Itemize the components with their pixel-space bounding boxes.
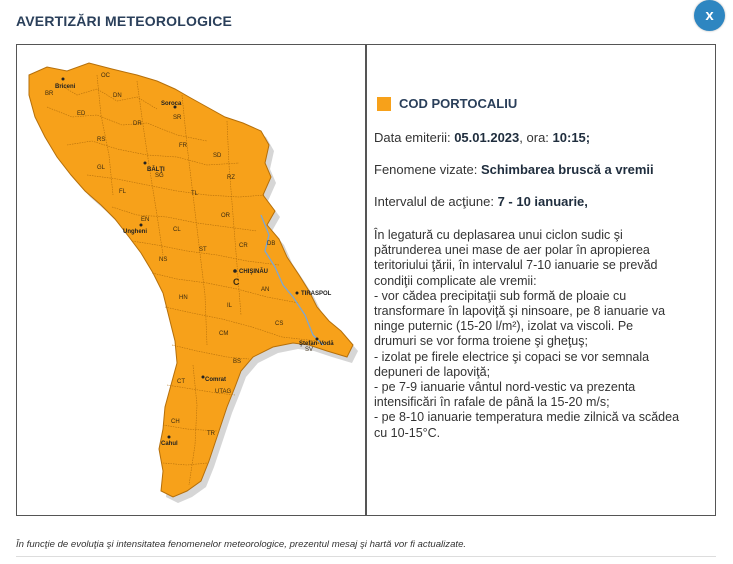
region-label: ED — [77, 111, 86, 117]
description-line: - pe 7-9 ianuarie vântul nord-vestic va prezenta — [374, 380, 636, 395]
description-line: intensificări în rafale de până la 15-20 m/s; — [374, 395, 610, 410]
footer-note: În funcţie de evoluţia şi intensitatea fenomenelor meteorologice, prezentul mesaj şi hartă vor fi actualizate. — [16, 539, 467, 550]
close-button[interactable] — [694, 0, 725, 31]
region-label: SG — [155, 173, 164, 179]
warning-code-label: COD PORTOCALIU — [399, 96, 518, 111]
description-line: drumuri se vor forma troiene şi gheţuş; — [374, 334, 588, 349]
interval-value: 7 - 10 ianuarie, — [497, 194, 588, 209]
description-line: cu 10-15°C. — [374, 425, 441, 440]
description-line: condiţii complicate ale vremii: — [374, 273, 537, 288]
region-label: EN — [141, 217, 150, 223]
description-line: transformare în lapoviţă şi ninsoare, pe 8 ianuarie va — [374, 304, 666, 319]
description-line: - izolat pe firele electrice şi copaci se vor semnala — [374, 349, 650, 364]
description-line: depuneri de lapoviţă; — [374, 364, 491, 379]
region-label: UTAG — [215, 389, 232, 395]
city-label: Briceni — [55, 84, 76, 90]
region-label: C — [233, 277, 240, 287]
region-label: SV — [305, 347, 314, 353]
region-label: SR — [173, 115, 182, 121]
region-label: FR — [179, 143, 187, 149]
orange-square-icon — [377, 97, 391, 111]
region-label: BS — [233, 359, 242, 365]
region-label: ST — [199, 247, 207, 253]
region-label: OC — [101, 73, 110, 79]
region-label: TL — [191, 191, 199, 197]
moldova-outline — [29, 63, 353, 497]
city-label: TIRASPOL — [301, 291, 332, 297]
region-label: CH — [171, 419, 180, 425]
city-label: Ungheni — [123, 229, 147, 235]
region-label: DB — [267, 241, 276, 247]
city-label: Cahul — [161, 441, 178, 447]
issue-date: 05.01.2023 — [454, 130, 520, 145]
city-label: Soroca — [161, 101, 182, 107]
region-label: SD — [213, 153, 222, 159]
region-label: RS — [97, 137, 106, 143]
region-label: CR — [239, 243, 248, 249]
region-label: DR — [133, 121, 142, 127]
region-label: RZ — [227, 175, 235, 181]
issue-time: 10:15; — [552, 130, 591, 145]
city-label: Ştefan-Vodă — [299, 341, 334, 347]
region-label: AN — [261, 287, 270, 293]
region-label: GL — [97, 165, 106, 171]
description-line: teritoriului ţării, în intervalul 7-10 ianuarie se prevăd — [374, 258, 658, 273]
region-label: BR — [45, 91, 54, 97]
region-label: TR — [207, 431, 215, 437]
description-line: ninge puternic (15-20 l/m²), izolat va viscoli. Pe — [374, 319, 634, 334]
city-label: Comrat — [205, 377, 227, 383]
region-label: IL — [227, 303, 233, 309]
footer-divider — [16, 556, 716, 557]
warning-code — [377, 96, 517, 111]
warning-description — [374, 228, 716, 441]
warning-details — [366, 44, 716, 516]
region-label: CT — [177, 379, 185, 385]
region-label: FL — [119, 189, 127, 195]
warning-map — [16, 44, 366, 516]
region-label: OR — [221, 213, 230, 219]
phenomena-value: Schimbarea bruscă a vremii — [480, 162, 654, 177]
interval-line: Intervalul de acţiune: 7 - 10 ianuarie, — [374, 194, 588, 209]
description-line: pătrunderea unei mase de aer polar în apropierea — [374, 243, 650, 258]
region-label: DN — [113, 93, 122, 99]
region-label: CM — [219, 331, 229, 337]
description-line: - pe 8-10 ianuarie temperatura medie zilnică va scădea — [374, 410, 680, 425]
region-label: CL — [173, 227, 181, 233]
issue-date-line: Data emiterii: 05.01.2023, ora: 10:15; — [374, 130, 591, 145]
region-label: HN — [179, 295, 188, 301]
city-label: BĂLŢI — [147, 167, 165, 173]
region-label: NS — [159, 257, 168, 263]
region-label: CS — [275, 321, 284, 327]
description-line: În legatură cu deplasarea unui ciclon sudic şi — [374, 228, 623, 242]
description-line: - vor cădea precipitaţii sub formă de ploaie cu — [374, 288, 627, 303]
city-label: CHIŞINĂU — [239, 269, 269, 275]
phenomena-line: Fenomene vizate: Schimbarea bruscă a vremii — [374, 162, 654, 177]
close-icon: x — [705, 7, 714, 24]
moldova-map-svg — [17, 45, 367, 517]
page-title: AVERTIZĂRI METEOROLOGICE — [16, 13, 233, 29]
